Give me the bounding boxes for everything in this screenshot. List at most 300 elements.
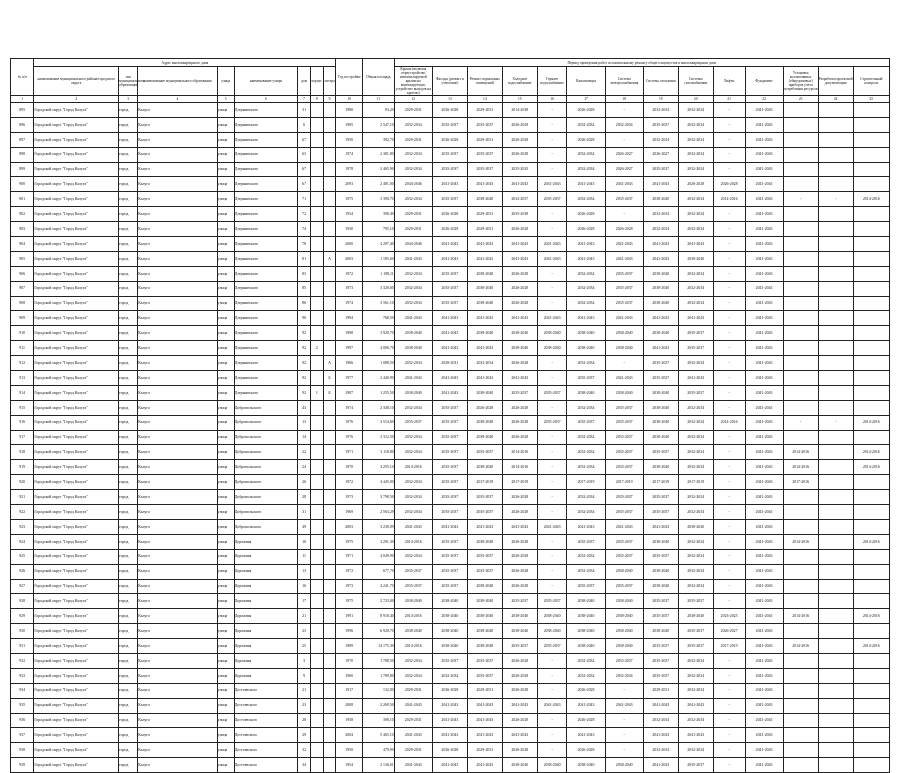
table-cell bbox=[818, 505, 853, 520]
table-cell: 2041-2043 bbox=[745, 177, 783, 192]
table-cell: улица bbox=[217, 177, 234, 192]
table-cell bbox=[323, 490, 336, 505]
table-cell: - bbox=[713, 162, 745, 177]
table-cell: 2041-2043 bbox=[567, 177, 605, 192]
table-cell: 2041-2043 bbox=[745, 564, 783, 579]
table-cell: 2041-2043 bbox=[467, 251, 502, 266]
table-cell: 912 bbox=[11, 356, 34, 371]
table-cell: Калуга bbox=[138, 251, 217, 266]
table-cell: 910 bbox=[11, 326, 34, 341]
table-cell bbox=[853, 222, 889, 237]
table-cell: улица bbox=[217, 460, 234, 475]
table-cell: Калуга bbox=[138, 624, 217, 639]
table-cell: 2014-2016 bbox=[713, 192, 745, 207]
table-cell: 2035-2037 bbox=[432, 653, 467, 668]
table-cell: 2029-2031 bbox=[467, 222, 502, 237]
table-cell: - bbox=[713, 400, 745, 415]
table-cell: 2035-2037 bbox=[643, 162, 678, 177]
table-cell: 392,70 bbox=[362, 132, 394, 147]
table-cell: 398,10 bbox=[362, 713, 394, 728]
table-cell: - bbox=[713, 668, 745, 683]
table-cell: 2032-2034 bbox=[394, 117, 432, 132]
table-cell: 906 bbox=[11, 266, 34, 281]
table-cell: 2041-2043 bbox=[745, 430, 783, 445]
table-cell: 2035-2037 bbox=[567, 415, 605, 430]
table-cell: улица bbox=[217, 400, 234, 415]
table-cell bbox=[853, 713, 889, 728]
table-cell bbox=[310, 207, 323, 222]
table-cell: 2038-2040 bbox=[567, 341, 605, 356]
table-cell: 2029-2031 bbox=[432, 356, 467, 371]
table-cell: Калуга bbox=[138, 713, 217, 728]
table-cell bbox=[783, 728, 818, 743]
table-cell: 2041-2043 bbox=[467, 728, 502, 743]
table-cell: 2041-2043 bbox=[537, 311, 567, 326]
table-cell: Калуга bbox=[138, 698, 217, 713]
table-cell: город bbox=[119, 356, 138, 371]
table-cell: город bbox=[119, 296, 138, 311]
table-cell: 23 bbox=[298, 698, 311, 713]
table-cell: 2041-2043 bbox=[432, 385, 467, 400]
table-cell: 2035-2037 bbox=[678, 624, 713, 639]
table-cell bbox=[323, 415, 336, 430]
table-cell: 74 bbox=[298, 222, 311, 237]
table-cell: 2041-2043 bbox=[567, 698, 605, 713]
table-cell bbox=[783, 222, 818, 237]
table-cell: Добровольского bbox=[234, 505, 298, 520]
table-cell: 2035-2037 bbox=[605, 490, 643, 505]
table-cell bbox=[853, 117, 889, 132]
table-row bbox=[11, 430, 890, 445]
table-cell: - bbox=[713, 251, 745, 266]
table-cell: 2041-2043 bbox=[502, 237, 537, 252]
table-cell bbox=[310, 490, 323, 505]
table-cell: город bbox=[119, 505, 138, 520]
table-cell: 2 465,90 bbox=[362, 162, 394, 177]
table-cell: 2038-2040 bbox=[643, 296, 678, 311]
table-cell: 1978 bbox=[336, 162, 362, 177]
table-cell: 2035-2037 bbox=[467, 162, 502, 177]
table-cell: 2026-2027 bbox=[713, 624, 745, 639]
table-cell: город bbox=[119, 222, 138, 237]
table-cell: 2026-2028 bbox=[502, 296, 537, 311]
table-cell: 1950 bbox=[336, 743, 362, 758]
table-row bbox=[11, 400, 890, 415]
table-cell: улица bbox=[217, 296, 234, 311]
table-cell: 5 465,10 bbox=[362, 728, 394, 743]
table-cell bbox=[323, 445, 336, 460]
table-cell: А bbox=[323, 356, 336, 371]
table-cell: 2029-2031 bbox=[394, 132, 432, 147]
column-number: 21 bbox=[713, 96, 745, 103]
table-cell: 2041-2043 bbox=[537, 698, 567, 713]
table-cell: 4 297,40 bbox=[362, 237, 394, 252]
table-cell bbox=[310, 713, 323, 728]
table-cell bbox=[818, 549, 853, 564]
table-cell: 2041-2043 bbox=[643, 758, 678, 773]
table-cell: 2035-2037 bbox=[467, 490, 502, 505]
table-cell bbox=[818, 132, 853, 147]
table-cell: 2038-2040 bbox=[643, 385, 678, 400]
table-cell: 2026-2028 bbox=[502, 653, 537, 668]
table-cell: 2041-2043 bbox=[432, 519, 467, 534]
table-cell bbox=[818, 609, 853, 624]
table-cell: 2032-2034 bbox=[394, 281, 432, 296]
table-cell: 2032-2034 bbox=[567, 490, 605, 505]
table-cell bbox=[853, 728, 889, 743]
table-row bbox=[11, 356, 890, 371]
table-cell: 1972 bbox=[336, 475, 362, 490]
table-cell: - bbox=[537, 713, 567, 728]
table-cell: 32 bbox=[298, 743, 311, 758]
table-cell: 2038-2040 bbox=[502, 624, 537, 639]
column-number: 13 bbox=[432, 96, 467, 103]
table-row bbox=[11, 713, 890, 728]
table-cell bbox=[783, 356, 818, 371]
table-cell: Городской округ "Город Калуга" bbox=[34, 653, 119, 668]
table-cell: 2035-2037 bbox=[605, 534, 643, 549]
table-cell: 2014-2016 bbox=[394, 534, 432, 549]
table-cell: 2014-2016 bbox=[394, 609, 432, 624]
table-cell: 2041-2043 bbox=[745, 728, 783, 743]
table-cell: 2029-2031 bbox=[394, 713, 432, 728]
col-header-6: дом bbox=[298, 67, 311, 96]
table-cell: 6 bbox=[298, 117, 311, 132]
table-cell: 2041-2043 bbox=[643, 341, 678, 356]
table-cell: город bbox=[119, 624, 138, 639]
table-cell: 25 bbox=[298, 639, 311, 654]
table-cell: 2038-2040 bbox=[467, 579, 502, 594]
table-cell: 2038-2040 bbox=[567, 609, 605, 624]
table-row bbox=[11, 579, 890, 594]
table-cell: 2035-2037 bbox=[643, 117, 678, 132]
table-cell: 2032-2034 bbox=[678, 266, 713, 281]
table-cell: 2041-2043 bbox=[745, 639, 783, 654]
table-cell: 937 bbox=[11, 728, 34, 743]
table-cell: 2041-2043 bbox=[745, 668, 783, 683]
table-cell: Городской округ "Город Калуга" bbox=[34, 162, 119, 177]
col-header-24: Строительный контроль bbox=[853, 67, 889, 96]
table-cell: 1973 bbox=[336, 579, 362, 594]
table-cell: 2041-2043 bbox=[394, 758, 432, 773]
table-cell: 2041-2043 bbox=[567, 728, 605, 743]
table-cell: 21 bbox=[298, 683, 311, 698]
table-cell: 2038-2040 bbox=[605, 758, 643, 773]
table-cell bbox=[310, 579, 323, 594]
table-cell: 3 bbox=[298, 653, 311, 668]
table-cell: 2041-2043 bbox=[467, 311, 502, 326]
table-cell: Городской округ "Город Калуга" bbox=[34, 266, 119, 281]
table-cell: 2041-2043 bbox=[432, 311, 467, 326]
table-cell: 2014-2016 bbox=[853, 445, 889, 460]
table-cell: 2041-2043 bbox=[605, 371, 643, 386]
table-cell: город bbox=[119, 266, 138, 281]
table-cell: - bbox=[713, 103, 745, 118]
table-cell: - bbox=[818, 192, 853, 207]
column-number: 1 bbox=[11, 96, 34, 103]
table-cell bbox=[853, 758, 889, 773]
table-cell bbox=[323, 668, 336, 683]
table-cell: Достоевского bbox=[234, 743, 298, 758]
table-row bbox=[11, 326, 890, 341]
table-cell: 1971 bbox=[336, 549, 362, 564]
table-cell: - bbox=[713, 683, 745, 698]
table-cell: 2038-2040 bbox=[467, 534, 502, 549]
table-cell: Дзержинского bbox=[234, 162, 298, 177]
table-cell: город bbox=[119, 668, 138, 683]
table-cell bbox=[853, 251, 889, 266]
table-cell bbox=[853, 668, 889, 683]
table-cell: 2038-2040 bbox=[643, 415, 678, 430]
table-cell: 2038-2040 bbox=[643, 266, 678, 281]
table-cell: 2032-2037 bbox=[502, 192, 537, 207]
table-cell: улица bbox=[217, 266, 234, 281]
table-cell: город bbox=[119, 385, 138, 400]
table-cell: 2032-2034 bbox=[678, 505, 713, 520]
table-cell bbox=[853, 281, 889, 296]
table-cell: улица bbox=[217, 311, 234, 326]
table-cell bbox=[323, 103, 336, 118]
table-cell: 2 563,29 bbox=[362, 505, 394, 520]
table-cell: Дзержинского bbox=[234, 311, 298, 326]
table-cell: 2032-2034 bbox=[678, 549, 713, 564]
table-cell: 2032-2034 bbox=[394, 162, 432, 177]
table-cell: 2038-2040 bbox=[537, 326, 567, 341]
table-cell: Достоевского bbox=[234, 683, 298, 698]
group-header-address: Адрес многоквартирного дома bbox=[34, 59, 336, 67]
table-cell: 2035-2037 bbox=[567, 579, 605, 594]
table-cell: 2032-2034 bbox=[567, 266, 605, 281]
table-cell: - bbox=[818, 415, 853, 430]
table-cell: 2035-2037 bbox=[643, 668, 678, 683]
table-cell: 2038-2040 bbox=[502, 326, 537, 341]
table-cell: Дзержинского bbox=[234, 281, 298, 296]
table-cell: 2014-2016 bbox=[853, 639, 889, 654]
table-cell bbox=[818, 698, 853, 713]
table-cell: 913 bbox=[11, 371, 34, 386]
table-cell: Городской округ "Город Калуга" bbox=[34, 490, 119, 505]
table-cell: 2035-2037 bbox=[394, 579, 432, 594]
table-cell: - bbox=[713, 564, 745, 579]
table-cell: 2035-2037 bbox=[605, 579, 643, 594]
table-cell: 2035-2037 bbox=[643, 653, 678, 668]
col-header-20: Лифты bbox=[713, 67, 745, 96]
table-cell: 2032-2034 bbox=[432, 668, 467, 683]
table-cell: 2035-2037 bbox=[678, 594, 713, 609]
table-cell: 2035-2037 bbox=[432, 266, 467, 281]
table-cell: Городской округ "Город Калуга" bbox=[34, 668, 119, 683]
table-cell: 2026-2028 bbox=[502, 579, 537, 594]
table-cell: Калуга bbox=[138, 132, 217, 147]
table-cell bbox=[853, 505, 889, 520]
table-cell bbox=[323, 177, 336, 192]
table-cell: - bbox=[713, 326, 745, 341]
table-cell: 2032-2034 bbox=[567, 505, 605, 520]
table-cell: Городской округ "Город Калуга" bbox=[34, 579, 119, 594]
table-cell: 2035-2037 bbox=[537, 639, 567, 654]
table-cell: 2032-2034 bbox=[394, 653, 432, 668]
col-header-23: Разработка проектной документации bbox=[818, 67, 853, 96]
table-cell bbox=[310, 251, 323, 266]
table-cell: 2041-2043 bbox=[745, 519, 783, 534]
table-cell: Городской округ "Город Калуга" bbox=[34, 251, 119, 266]
table-cell bbox=[783, 162, 818, 177]
table-cell: 2044-2046 bbox=[394, 177, 432, 192]
table-cell: Калуга bbox=[138, 385, 217, 400]
table-cell: Калуга bbox=[138, 103, 217, 118]
table-cell bbox=[783, 341, 818, 356]
table-cell: Городской округ "Город Калуга" bbox=[34, 281, 119, 296]
table-cell: Городской округ "Город Калуга" bbox=[34, 430, 119, 445]
table-cell: 2041-2043 bbox=[745, 251, 783, 266]
table-cell: улица bbox=[217, 251, 234, 266]
table-cell: 2032-2034 bbox=[678, 713, 713, 728]
table-cell: 2035-2037 bbox=[432, 400, 467, 415]
table-cell: 2038-2040 bbox=[567, 594, 605, 609]
table-cell: 2035-2037 bbox=[643, 505, 678, 520]
table-cell: - bbox=[713, 207, 745, 222]
table-cell: 2032-2034 bbox=[643, 743, 678, 758]
table-cell: 2035-2037 bbox=[432, 296, 467, 311]
table-cell: 2035-2037 bbox=[678, 385, 713, 400]
table-cell: город bbox=[119, 103, 138, 118]
table-cell: 2041-2043 bbox=[467, 341, 502, 356]
table-cell: 4 006,70 bbox=[362, 341, 394, 356]
table-cell: 2032-2034 bbox=[567, 430, 605, 445]
table-cell: улица bbox=[217, 728, 234, 743]
column-number: 18 bbox=[605, 96, 643, 103]
table-cell: 903 bbox=[11, 222, 34, 237]
table-cell: 2041-2043 bbox=[745, 594, 783, 609]
table-cell: Калуга bbox=[138, 296, 217, 311]
table-cell: 2041-2043 bbox=[605, 237, 643, 252]
table-cell: 8 918,40 bbox=[362, 609, 394, 624]
table-cell: - bbox=[537, 132, 567, 147]
table-cell: Городской округ "Город Калуга" bbox=[34, 103, 119, 118]
table-cell: Калуга bbox=[138, 281, 217, 296]
table-cell: 2041-2043 bbox=[678, 728, 713, 743]
table-cell: - bbox=[537, 743, 567, 758]
table-cell bbox=[783, 266, 818, 281]
table-cell bbox=[310, 668, 323, 683]
table-cell: 1974 bbox=[336, 400, 362, 415]
table-cell: 2032-2034 bbox=[678, 490, 713, 505]
table-cell: 2035-2037 bbox=[605, 460, 643, 475]
table-cell: город bbox=[119, 281, 138, 296]
table-cell: Дорожная bbox=[234, 639, 298, 654]
table-cell: 2032-2034 bbox=[643, 207, 678, 222]
table-cell: улица bbox=[217, 683, 234, 698]
table-cell: - bbox=[537, 356, 567, 371]
table-cell: 2 bbox=[310, 341, 323, 356]
table-cell bbox=[853, 549, 889, 564]
table-cell: 2017-2019 bbox=[567, 475, 605, 490]
table-cell: Городской округ "Город Калуга" bbox=[34, 415, 119, 430]
table-cell bbox=[818, 564, 853, 579]
table-cell: Калуга bbox=[138, 162, 217, 177]
table-cell: 2032-2034 bbox=[678, 400, 713, 415]
table-cell: 2041-2043 bbox=[745, 460, 783, 475]
table-cell: 2035-2037 bbox=[502, 385, 537, 400]
table-cell bbox=[783, 490, 818, 505]
table-cell: 2032-2034 bbox=[567, 356, 605, 371]
table-cell bbox=[818, 207, 853, 222]
table-cell bbox=[818, 713, 853, 728]
table-cell bbox=[323, 713, 336, 728]
table-cell bbox=[310, 326, 323, 341]
table-cell bbox=[783, 579, 818, 594]
table-cell: 2026-2028 bbox=[502, 743, 537, 758]
table-cell: - bbox=[605, 103, 643, 118]
table-cell: Калуга bbox=[138, 549, 217, 564]
table-cell: 1974 bbox=[336, 296, 362, 311]
table-cell: Достоевского bbox=[234, 728, 298, 743]
table-cell bbox=[310, 415, 323, 430]
table-cell: 2014-2016 bbox=[783, 534, 818, 549]
table-cell: город bbox=[119, 549, 138, 564]
table-cell: 900 bbox=[11, 177, 34, 192]
table-cell bbox=[310, 371, 323, 386]
table-cell: 2038-2040 bbox=[537, 341, 567, 356]
table-cell bbox=[310, 132, 323, 147]
table-cell: 2041-2043 bbox=[394, 698, 432, 713]
table-cell: 2038-2040 bbox=[467, 639, 502, 654]
table-cell: 1975 bbox=[336, 534, 362, 549]
table-cell: - bbox=[713, 385, 745, 400]
table-row bbox=[11, 639, 890, 654]
table-cell: 2041-2043 bbox=[502, 251, 537, 266]
table-cell: город bbox=[119, 237, 138, 252]
col-header-3: наименование муниципального образования bbox=[138, 67, 217, 96]
table-row bbox=[11, 371, 890, 386]
table-cell bbox=[323, 519, 336, 534]
table-cell bbox=[818, 758, 853, 773]
table-cell bbox=[783, 549, 818, 564]
table-cell: 2032-2034 bbox=[567, 192, 605, 207]
col-header-15: Горячее водоснабжение bbox=[537, 67, 567, 96]
table-cell bbox=[853, 132, 889, 147]
table-cell: 2038-2040 bbox=[502, 341, 537, 356]
table-cell: 390,40 bbox=[362, 207, 394, 222]
table-cell: 2014-2016 bbox=[783, 639, 818, 654]
table-cell: 920 bbox=[11, 475, 34, 490]
table-cell bbox=[783, 177, 818, 192]
table-cell: 2041-2043 bbox=[605, 177, 643, 192]
table-cell bbox=[310, 117, 323, 132]
table-cell: 2035-2037 bbox=[467, 653, 502, 668]
table-cell: 2035-2037 bbox=[643, 371, 678, 386]
table-cell bbox=[310, 103, 323, 118]
table-cell: 2041-2043 bbox=[745, 653, 783, 668]
table-cell bbox=[310, 549, 323, 564]
table-cell bbox=[818, 162, 853, 177]
table-cell bbox=[853, 237, 889, 252]
table-cell: 1934 bbox=[336, 207, 362, 222]
table-cell: 3 312,50 bbox=[362, 430, 394, 445]
table-cell: 1989 bbox=[336, 639, 362, 654]
table-cell: 2041-2043 bbox=[605, 251, 643, 266]
table-cell: 2038-2040 bbox=[467, 624, 502, 639]
column-number: 20 bbox=[678, 96, 713, 103]
table-cell: 2035-2037 bbox=[432, 162, 467, 177]
table-cell bbox=[310, 296, 323, 311]
table-cell: Городской округ "Город Калуга" bbox=[34, 192, 119, 207]
table-cell: 2029-2031 bbox=[394, 207, 432, 222]
table-cell: 2041-2043 bbox=[745, 609, 783, 624]
table-cell bbox=[310, 639, 323, 654]
table-row bbox=[11, 162, 890, 177]
table-cell: 2035-2037 bbox=[605, 415, 643, 430]
